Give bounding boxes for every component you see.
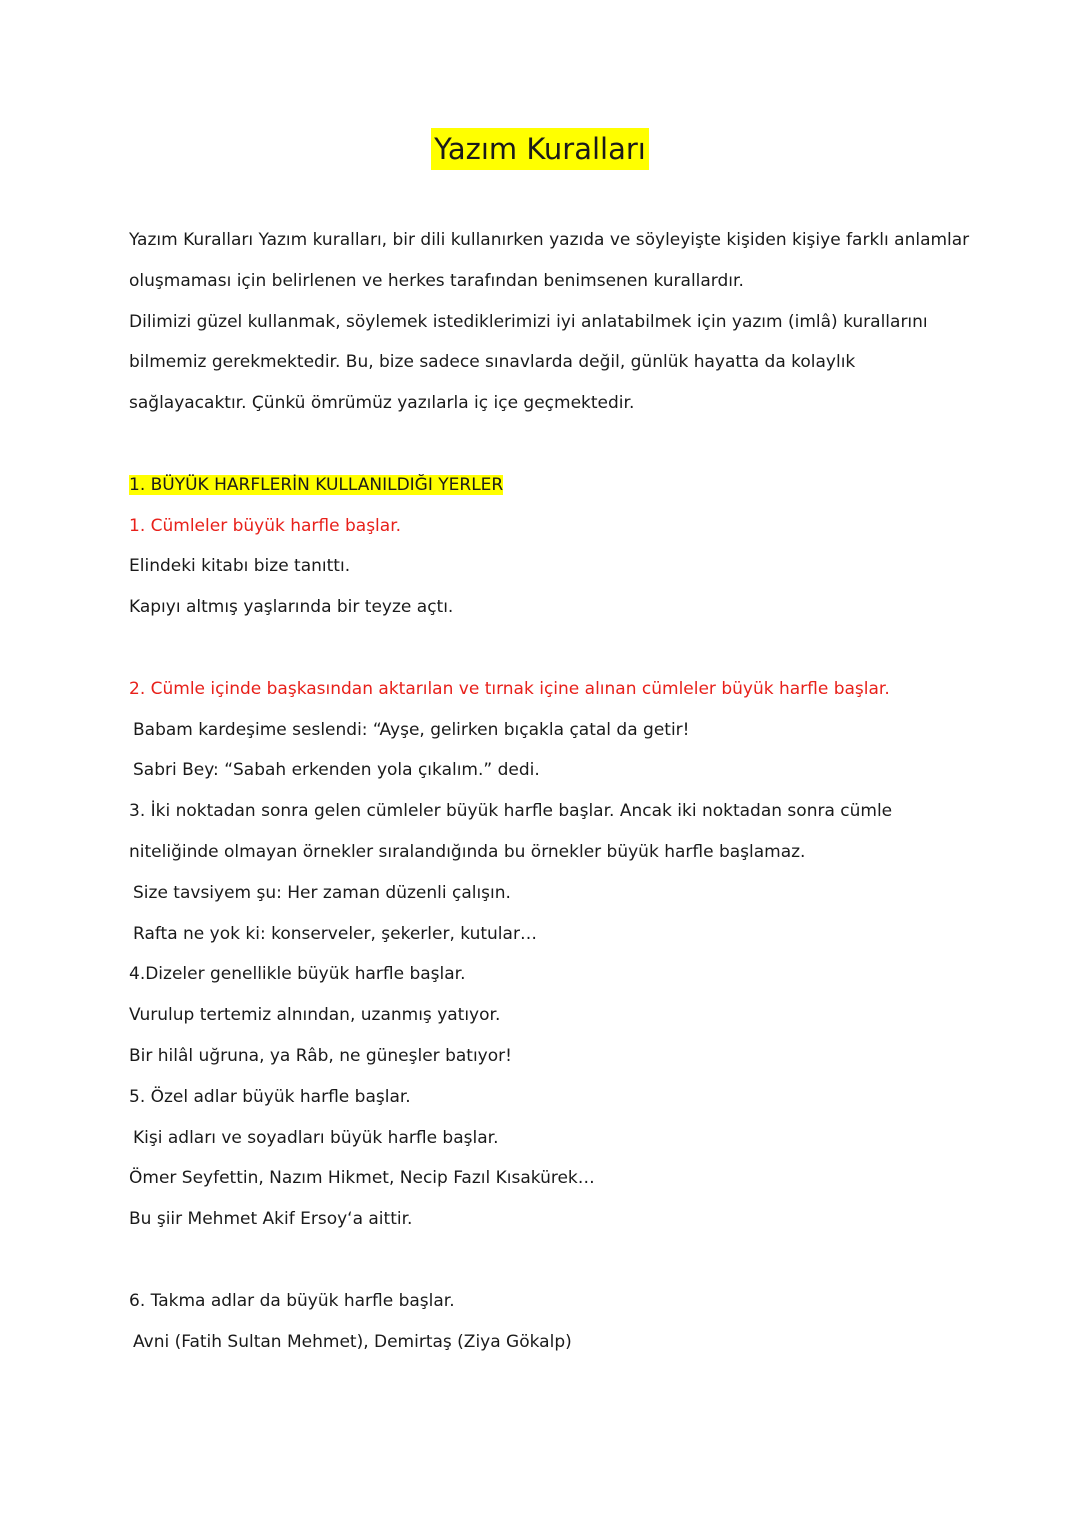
rule-3-example: Rafta ne yok ki: konserveler, şekerler, kutular… [133,923,537,944]
intro-line: bilmemiz gerekmektedir. Bu, bize sadece sınavlarda değil, günlük hayatta da kolaylık [129,352,856,373]
rule-5-heading: 5. Özel adlar büyük harfle başlar. [129,1086,411,1107]
spacer [129,1240,949,1281]
document-body [129,220,970,1362]
rule-2-example: Sabri Bey: “Sabah erkenden yola çıkalım.” dedi. [133,760,540,781]
spacer [129,628,949,669]
page-title: Yazım Kuralları [431,128,649,170]
intro-line: oluşmaması için belirlenen ve herkes tarafından benimsenen kurallardır. [129,270,744,291]
rule-4-example: Bir hilâl uğruna, ya Râb, ne güneşler batıyor! [129,1045,512,1066]
rule-4-heading: 4.Dizeler genellikle büyük harfle başlar. [129,964,466,985]
rule-5-example: Ömer Seyfettin, Nazım Hikmet, Necip Fazıl Kısakürek… [129,1168,595,1189]
title-container [0,128,1080,170]
rule-5-subheading: Kişi adları ve soyadları büyük harfle başlar. [133,1127,499,1148]
spacer [129,424,949,465]
section-heading: 1. BÜYÜK HARFLERİN KULLANILDIĞI YERLER [129,474,504,495]
intro-line: Yazım Kuralları Yazım kuralları, bir dili kullanırken yazıda ve söyleyişte kişiden kişiye farklı anlamlar [129,230,970,250]
rule-1-example: Kapıyı altmış yaşlarında bir teyze açtı. [129,597,454,618]
section-heading-line [129,465,949,506]
intro-line: Dilimizi güzel kullanmak, söylemek istediklerimizi iyi anlatabilmek için yazım (imlâ) kurallarını [129,311,928,332]
rule-1-heading: 1. Cümleler büyük harfle başlar. [129,515,402,536]
rule-5-example: Bu şiir Mehmet Akif Ersoy‘a aittir. [129,1209,413,1230]
rule-3-example: Size tavsiyem şu: Her zaman düzenli çalışın. [133,882,511,903]
rule-1-example: Elindeki kitabı bize tanıttı. [129,556,351,577]
rule-2-example: Babam kardeşime seslendi: “Ayşe, gelirken bıçakla çatal da getir! [133,719,690,740]
rule-4-example: Vurulup tertemiz alnından, uzanmış yatıyor. [129,1005,501,1026]
intro-line: sağlayacaktır. Çünkü ömrümüz yazılarla iç içe geçmektedir. [129,393,635,414]
rule-6-heading: 6. Takma adlar da büyük harfle başlar. [129,1290,455,1311]
rule-3-heading-cont: niteliğinde olmayan örnekler sıralandığında bu örnekler büyük harfle başlamaz. [129,841,806,862]
rule-2-heading: 2. Cümle içinde başkasından aktarılan ve tırnak içine alınan cümleler büyük harfle başlar. [129,678,890,699]
rule-3-heading: 3. İki noktadan sonra gelen cümleler büyük harfle başlar. Ancak iki noktadan sonra cümle [129,801,893,822]
rule-6-example: Avni (Fatih Sultan Mehmet), Demirtaş (Ziya Gökalp) [133,1331,572,1352]
